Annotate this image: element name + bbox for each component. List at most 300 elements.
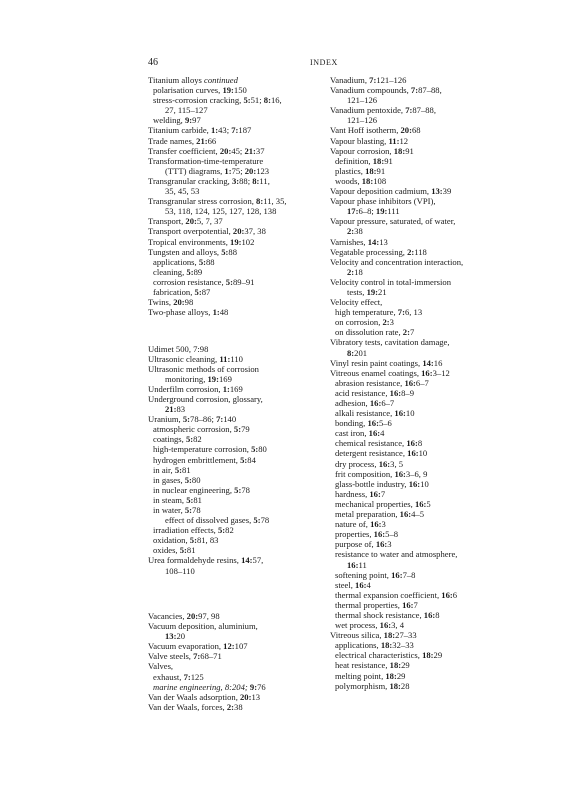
- entry-text: exhaust,: [153, 671, 184, 682]
- volume-ref: 8:: [263, 95, 271, 106]
- index-entry: [148, 156, 323, 166]
- entry-text: high temperature,: [335, 307, 398, 318]
- entry-text: 5: [426, 498, 431, 509]
- entry-text: 102: [241, 236, 255, 247]
- index-entry: [148, 226, 323, 236]
- volume-ref: 14:: [367, 236, 380, 247]
- index-continuation: [330, 348, 490, 358]
- volume-ref: 5:: [194, 286, 202, 297]
- entry-text: Vant Hoff isotherm,: [330, 125, 401, 136]
- index-entry: [148, 394, 323, 404]
- entry-text: effect of dissolved gases,: [165, 515, 254, 526]
- entry-text: Titanium alloys: [148, 75, 205, 85]
- volume-ref: 14:: [241, 555, 253, 566]
- entry-text: thermal properties,: [335, 599, 403, 610]
- index-subentry: [330, 580, 490, 590]
- entry-text: polarisation curves,: [153, 85, 223, 96]
- entry-text: Vapour deposition cadmium,: [330, 186, 432, 197]
- index-subentry: [330, 438, 490, 448]
- index-subentry: [330, 327, 490, 337]
- entry-text: 11: [358, 559, 367, 570]
- entry-text: 32–33: [392, 640, 414, 651]
- entry-text: 82: [193, 434, 202, 445]
- entry-text: Valves,: [148, 661, 174, 672]
- index-continuation: [148, 105, 323, 115]
- index-subentry: [330, 176, 490, 186]
- volume-ref: 5:: [198, 256, 206, 267]
- entry-text: melting point,: [335, 670, 386, 681]
- entry-text: wet process,: [335, 620, 380, 631]
- index-entry: [330, 186, 490, 196]
- entry-text: 53, 118, 124, 125, 127, 128, 138: [165, 206, 277, 217]
- entry-text: Valve steels,: [148, 651, 194, 662]
- entry-text: Vacancies,: [148, 611, 187, 621]
- entry-text: in nuclear engineering,: [153, 484, 235, 495]
- index-entry: [148, 414, 323, 424]
- entry-text: adhesion,: [335, 398, 370, 408]
- index-entry: [148, 176, 323, 186]
- index-entry: [330, 277, 490, 287]
- entry-text: 108–110: [165, 565, 195, 576]
- entry-text: 78: [260, 515, 270, 526]
- entry-text: frit composition,: [335, 468, 395, 479]
- entry-text: Ultrasonic cleaning,: [148, 353, 220, 364]
- section-gap: [148, 576, 323, 611]
- volume-ref: 19:: [230, 236, 242, 247]
- volume-ref: 16:: [369, 398, 382, 408]
- entry-text: 48: [219, 307, 229, 318]
- entry-text: Transport,: [148, 216, 186, 227]
- entry-text: 68: [411, 125, 421, 136]
- index-continuation: [330, 560, 490, 570]
- volume-ref: 7:: [231, 125, 239, 136]
- volume-ref: 2:: [347, 266, 355, 277]
- entry-text: 7: [409, 327, 415, 338]
- index-subentry: [330, 479, 490, 489]
- entry-text: 89: [193, 266, 203, 277]
- entry-text: 13: [251, 691, 261, 702]
- entry-text: 51;: [250, 95, 264, 106]
- entry-text: 88: [228, 246, 237, 257]
- volume-ref: 18:: [365, 165, 377, 176]
- entry-text: 110: [230, 353, 243, 364]
- volume-ref: 5:: [186, 266, 194, 277]
- index-subentry: [330, 590, 490, 600]
- index-entry: [148, 661, 323, 671]
- entry-text: 27–33: [395, 630, 417, 641]
- index-continuation: [330, 95, 490, 105]
- entry-text: 76: [257, 681, 266, 692]
- volume-ref: 16:: [394, 408, 406, 419]
- entry-text: Van der Waals, forces,: [148, 701, 227, 712]
- volume-ref: 21:: [196, 135, 208, 146]
- entry-text: Transport overpotential,: [148, 226, 233, 237]
- index-subentry: [148, 475, 323, 485]
- index-subentry: [148, 115, 323, 125]
- index-entry: [330, 297, 490, 307]
- volume-ref: 5:: [185, 434, 194, 445]
- volume-ref: 16:: [407, 448, 419, 459]
- entry-text: 81: [182, 464, 191, 475]
- index-subentry: [148, 85, 323, 95]
- entry-text: 45;: [231, 145, 245, 156]
- volume-ref: 19:: [366, 286, 379, 297]
- entry-text: 10: [420, 478, 429, 489]
- index-continuation: [330, 287, 490, 297]
- entry-text: applications,: [153, 256, 199, 267]
- volume-ref: 16:: [414, 498, 427, 509]
- entry-text: 38: [354, 226, 363, 237]
- index-entry: [330, 85, 490, 95]
- entry-text: on dissolution rate,: [335, 327, 403, 338]
- entry-text: 3, 5: [390, 458, 404, 469]
- entry-text: steel,: [335, 579, 356, 590]
- index-entry: [148, 384, 323, 394]
- index-subentry: [330, 539, 490, 549]
- entry-text: Van der Waals adsorption,: [148, 691, 240, 702]
- entry-text: 39: [442, 186, 452, 197]
- volume-ref: 18:: [385, 670, 397, 681]
- volume-ref: 16:: [355, 579, 367, 590]
- volume-ref: 7:: [183, 671, 191, 682]
- entry-text: bonding,: [335, 418, 368, 429]
- index-entry: [148, 641, 323, 651]
- entry-text: 88;: [239, 175, 253, 186]
- entry-text: 10: [418, 448, 428, 459]
- entry-text: 11, 35,: [263, 196, 287, 207]
- volume-ref: 17:: [347, 206, 359, 217]
- entry-text: Velocity control in total-immersion: [330, 276, 452, 287]
- entry-text: Vapour pressure, saturated, of water,: [330, 216, 456, 227]
- entry-text: Vitreous silica,: [330, 630, 384, 641]
- volume-ref: 7:: [369, 75, 377, 85]
- entry-text: 111: [387, 206, 400, 217]
- index-subentry: [330, 317, 490, 327]
- entry-text: monitoring,: [165, 373, 208, 384]
- index-column-left: [148, 75, 323, 712]
- entry-text: cast iron,: [335, 428, 369, 439]
- volume-ref: 2:: [407, 246, 415, 257]
- volume-ref: 5:: [179, 545, 187, 556]
- volume-ref: 20:: [185, 216, 197, 227]
- entry-text: 7–8: [402, 569, 416, 580]
- entry-text: Underground corrosion, glossary,: [148, 393, 263, 404]
- index-subentry: [148, 682, 323, 692]
- volume-ref: 7:: [405, 105, 413, 116]
- index-subentry: [148, 267, 323, 277]
- index-subentry: [148, 465, 323, 475]
- entry-text: 20: [176, 631, 186, 642]
- entry-text: Transgranular cracking,: [148, 175, 232, 186]
- index-subentry: [330, 519, 490, 529]
- index-continuation: [330, 226, 490, 236]
- volume-ref: 16:: [421, 367, 433, 378]
- entry-text: Vacuum deposition, aluminium,: [148, 621, 258, 632]
- volume-ref: 1:: [224, 165, 232, 176]
- index-entry: [330, 136, 490, 146]
- volume-ref: 12:: [223, 641, 235, 652]
- index-entry: [330, 630, 490, 640]
- volume-ref: 20:: [186, 611, 199, 621]
- index-entry: [148, 196, 323, 206]
- entry-text: electrical characteristics,: [335, 650, 423, 661]
- index-entry: [330, 337, 490, 347]
- volume-ref: 11:: [388, 135, 400, 146]
- index-continuation: [330, 206, 490, 216]
- volume-ref: 18:: [361, 175, 374, 186]
- entry-text: 169: [229, 383, 243, 394]
- entry-text: Velocity and concentration interaction,: [330, 256, 464, 267]
- volume-ref: 16:: [399, 509, 412, 520]
- index-continuation: [148, 186, 323, 196]
- index-entry: [330, 146, 490, 156]
- volume-ref: 5:: [184, 474, 192, 485]
- index-entry: [330, 247, 490, 257]
- volume-ref: 8:: [256, 196, 264, 207]
- volume-ref: 16:: [373, 529, 386, 540]
- volume-ref: 7:: [410, 85, 419, 96]
- index-continuation: [330, 267, 490, 277]
- entry-text: irradiation effects,: [153, 525, 218, 536]
- entry-text: high-temperature corrosion,: [153, 444, 252, 455]
- volume-ref: 7:: [397, 307, 405, 318]
- index-subentry: [330, 650, 490, 660]
- index-subentry: [148, 535, 323, 545]
- entry-text: tests,: [347, 286, 367, 297]
- index-subentry: [148, 672, 323, 682]
- entry-text: detergent resistance,: [335, 448, 408, 459]
- volume-ref: 13:: [165, 631, 177, 642]
- index-continuation: [148, 166, 323, 176]
- entry-text: 87–88,: [418, 85, 442, 96]
- index-entry: [148, 297, 323, 307]
- entry-text: in air,: [153, 464, 175, 475]
- index-entry: [148, 702, 323, 712]
- volume-ref: 20:: [244, 165, 257, 176]
- entry-text: 125: [190, 671, 204, 682]
- index-entry: [148, 125, 323, 135]
- entry-text: 91: [405, 145, 414, 156]
- volume-ref: 2:: [402, 327, 410, 338]
- entry-text: fabrication,: [153, 286, 195, 297]
- entry-text: 140: [223, 414, 237, 425]
- index-subentry: [148, 525, 323, 535]
- volume-ref: 5:: [240, 454, 248, 465]
- volume-ref: 5:: [243, 95, 251, 106]
- entry-text: 107: [234, 641, 248, 652]
- volume-ref: 5:: [225, 276, 233, 287]
- volume-ref: 5:: [186, 494, 194, 505]
- volume-ref: 9:: [184, 115, 193, 126]
- entry-text: 121–126: [376, 75, 407, 85]
- entry-text: (TTT) diagrams,: [165, 165, 225, 176]
- volume-ref: 9:: [249, 681, 258, 692]
- index-entry: [148, 247, 323, 257]
- volume-ref: 5:: [234, 484, 242, 495]
- index-continuation: [330, 115, 490, 125]
- entry-text: 29: [396, 670, 406, 681]
- entry-text: 98: [184, 297, 194, 308]
- entry-text: 37: [255, 145, 265, 156]
- index-subentry: [330, 671, 490, 681]
- index-subentry: [148, 455, 323, 465]
- entry-text: 5–6: [378, 418, 392, 429]
- entry-text: in gases,: [153, 474, 185, 485]
- entry-text: 82: [225, 525, 234, 536]
- volume-ref: 1:: [212, 307, 220, 318]
- entry-text: 201: [354, 347, 368, 358]
- running-title: INDEX: [310, 58, 338, 67]
- entry-text: 18: [354, 266, 363, 277]
- entry-text: 43;: [218, 125, 232, 136]
- entry-text: Transformation-time-temperature: [148, 155, 264, 166]
- entry-text: properties,: [335, 529, 374, 540]
- entry-text: chemical resistance,: [335, 438, 407, 449]
- entry-text: 3: [387, 539, 392, 550]
- entry-text: glass-bottle industry,: [335, 478, 409, 489]
- entry-text: mechanical properties,: [335, 498, 415, 509]
- entry-text: 7: [413, 599, 418, 610]
- section-gap: [148, 317, 323, 343]
- volume-ref: 16:: [402, 599, 414, 610]
- volume-ref: 5:: [217, 525, 226, 536]
- volume-ref: 3:: [231, 175, 240, 186]
- entry-text: 6–8;: [358, 206, 376, 217]
- volume-ref: 2:: [226, 701, 235, 712]
- entry-text: marine engineering, 8:204;: [153, 681, 250, 692]
- entry-text: 87–88,: [412, 105, 436, 116]
- index-subentry: [330, 388, 490, 398]
- volume-ref: 5:: [233, 424, 242, 435]
- volume-ref: 2:: [347, 226, 355, 237]
- entry-text: Trade names,: [148, 135, 197, 146]
- index-subentry: [330, 156, 490, 166]
- entry-text: Two-phase alloys,: [148, 307, 213, 318]
- entry-text: 57,: [252, 555, 264, 566]
- entry-text: 28: [400, 680, 410, 691]
- volume-ref: 16:: [391, 569, 403, 580]
- index-subentry: [330, 499, 490, 509]
- entry-text: 6–7: [381, 398, 395, 408]
- entry-text: 87: [201, 286, 211, 297]
- entry-text: definition,: [335, 155, 373, 166]
- index-subentry: [148, 444, 323, 454]
- volume-ref: 20:: [219, 145, 232, 156]
- volume-ref: 7:: [193, 651, 201, 662]
- entry-text: in water,: [153, 505, 185, 515]
- entry-text: 66: [207, 135, 217, 146]
- entry-text: Vanadium pentoxide,: [330, 105, 406, 116]
- entry-text: 187: [238, 125, 252, 136]
- entry-text: Ultrasonic methods of corrosion: [148, 363, 259, 374]
- entry-text: oxides,: [153, 545, 180, 556]
- index-subentry: [330, 600, 490, 610]
- volume-ref: 16:: [367, 418, 379, 429]
- entry-text: heat resistance,: [335, 660, 390, 671]
- entry-text: 29: [433, 650, 443, 661]
- entry-text: 121–126: [347, 115, 378, 126]
- index-entry: [330, 75, 490, 85]
- volume-ref: 21:: [165, 404, 177, 415]
- entry-text: 3–6, 9: [405, 468, 428, 479]
- entry-text: 88: [206, 256, 215, 267]
- volume-ref: 8:: [347, 347, 355, 358]
- entry-text: 89–91: [232, 276, 255, 287]
- index-subentry: [148, 545, 323, 555]
- index-subentry: [330, 509, 490, 519]
- index-entry: [148, 364, 323, 374]
- index-entry: [330, 125, 490, 135]
- entry-text: 68–71: [200, 651, 222, 662]
- index-subentry: [330, 549, 490, 559]
- index-entry: [148, 692, 323, 702]
- entry-text: 123: [256, 165, 270, 176]
- index-continuation: [148, 566, 323, 576]
- entry-text: resistance to water and atmosphere,: [335, 549, 458, 560]
- volume-ref: 5:: [221, 246, 229, 257]
- index-subentry: [330, 166, 490, 176]
- entry-text: Vanadium,: [330, 75, 370, 85]
- index-subentry: [148, 505, 323, 515]
- entry-text: oxidation,: [153, 535, 190, 546]
- index-entry: [148, 216, 323, 226]
- volume-ref: 16:: [375, 539, 388, 550]
- entry-text: 3–12: [432, 367, 450, 378]
- entry-text: 16,: [270, 95, 282, 106]
- volume-ref: 18:: [383, 630, 396, 641]
- index-subentry: [330, 640, 490, 650]
- entry-text: Vapour phase inhibitors (VPI),: [330, 196, 436, 207]
- index-subentry: [330, 307, 490, 317]
- volume-ref: 20:: [232, 226, 245, 237]
- entry-text: Vibratory tests, cavitation damage,: [330, 337, 450, 348]
- entry-text: 121–126: [347, 95, 378, 106]
- entry-text: Uranium,: [148, 414, 183, 425]
- entry-text: plastics,: [335, 165, 366, 176]
- entry-text: 78: [241, 484, 250, 495]
- index-subentry: [330, 489, 490, 499]
- volume-ref: 16:: [378, 458, 391, 469]
- entry-text: Tropical environments,: [148, 236, 231, 247]
- index-entry: [148, 555, 323, 565]
- volume-ref: 5:: [182, 414, 191, 425]
- entry-text: 8: [417, 438, 423, 449]
- entry-text: 3: [389, 317, 394, 328]
- entry-text: hydrogen embrittlement,: [153, 454, 241, 465]
- volume-ref: 16:: [369, 488, 381, 499]
- index-continuation: [148, 374, 323, 384]
- index-subentry: [148, 495, 323, 505]
- entry-text: 97: [192, 115, 201, 126]
- entry-text: 80: [258, 444, 267, 455]
- volume-ref: 16:: [423, 609, 436, 620]
- entry-text: 150: [233, 85, 247, 96]
- entry-text: 81: [193, 494, 202, 505]
- index-entry: [148, 354, 323, 364]
- entry-text: purpose of,: [335, 539, 376, 550]
- index-subentry: [148, 287, 323, 297]
- entry-text: cleaning,: [153, 266, 187, 277]
- volume-ref: 19:: [222, 85, 234, 96]
- volume-ref: 16:: [441, 589, 453, 600]
- index-subentry: [330, 570, 490, 580]
- index-subentry: [148, 257, 323, 267]
- index-subentry: [330, 378, 490, 388]
- entry-text: thermal shock resistance,: [335, 609, 424, 620]
- volume-ref: 16:: [370, 519, 382, 530]
- entry-text: 4: [380, 428, 385, 439]
- volume-ref: 7:: [216, 414, 224, 425]
